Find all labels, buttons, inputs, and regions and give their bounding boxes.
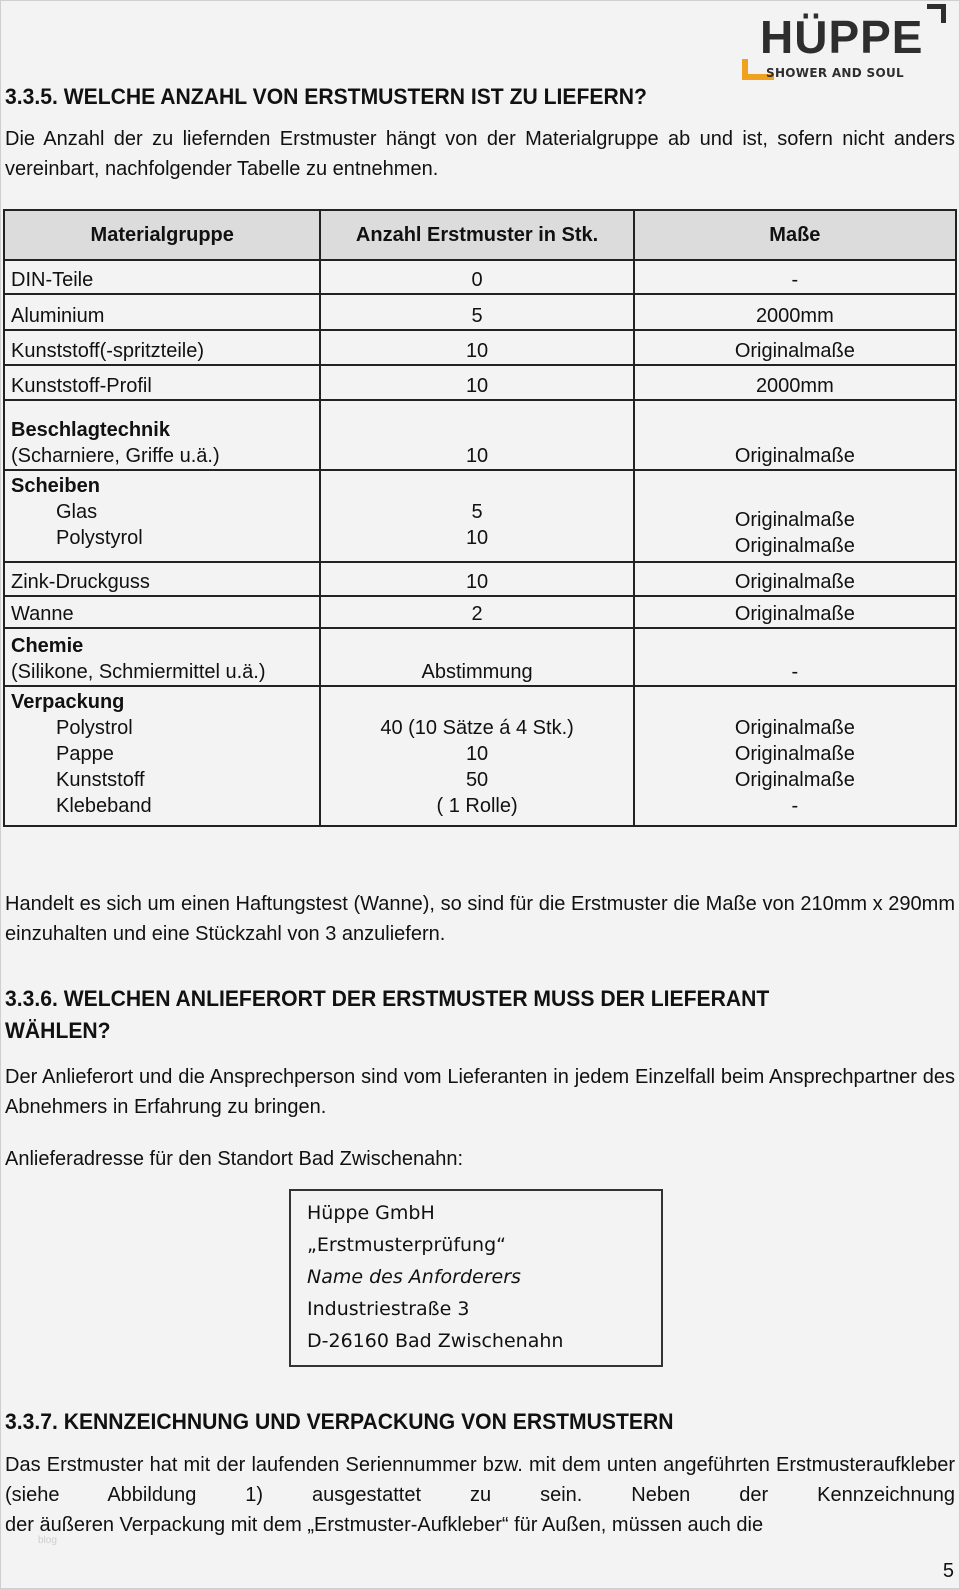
- group-subtitle: (Scharniere, Griffe u.ä.): [11, 445, 220, 467]
- cell-count: 10: [320, 330, 633, 365]
- cell-count: Abstimmung: [320, 628, 633, 686]
- item-size: -: [791, 795, 799, 817]
- cell-group: [4, 686, 320, 826]
- cell-size: 2000mm: [634, 294, 956, 330]
- item-count: 40 (10 Sätze á 4 Stk.): [380, 717, 574, 739]
- header-masse: Maße: [634, 210, 956, 260]
- cell-group: Kunststoff(-spritzteile): [4, 330, 320, 365]
- item-size: Originalmaße: [734, 769, 855, 791]
- item-count: ( 1 Rolle): [436, 795, 518, 817]
- item-name: Polystyrol: [56, 527, 143, 549]
- heading-3-3-7: 3.3.7. KENNZEICHNUNG UND VERPACKUNG VON ERSTMUSTERN: [5, 1409, 674, 1434]
- group-title: Scheiben: [11, 475, 100, 497]
- address-street: Industriestraße 3: [307, 1298, 470, 1320]
- address-department: „Erstmusterprüfung“: [307, 1234, 506, 1256]
- kennzeichnung-paragraph-last: der äußeren Verpackung mit dem „Erstmuster-Aufkleber“ für Außen, müssen auch die: [5, 1514, 764, 1536]
- table-row: [4, 628, 956, 686]
- table-row: [4, 330, 956, 365]
- kennzeichnung-paragraph: Das Erstmuster hat mit der laufenden Seriennummer bzw. mit dem unten angeführten Erstmusteraufkleber (siehe Abbildung 1) ausgestattet zu sein. Neben der Kennzeichnung: [5, 1454, 955, 1506]
- item-count: 10: [465, 743, 489, 765]
- header-materialgruppe: Materialgruppe: [4, 210, 320, 260]
- cell-group: [4, 400, 320, 470]
- cell-count: 0: [320, 260, 633, 294]
- cell-count: 10: [320, 400, 633, 470]
- cell-group: Aluminium: [4, 294, 320, 330]
- logo-brand: HÜPPE: [760, 11, 924, 63]
- heading-3-3-6-line2: WÄHLEN?: [5, 1018, 111, 1043]
- cell-group: Wanne: [4, 596, 320, 628]
- cell-count: 10: [320, 562, 633, 596]
- cell-count: [320, 686, 633, 826]
- item-count: 5: [471, 501, 483, 523]
- haftungstest-paragraph: Handelt es sich um einen Haftungstest (Wanne), so sind für die Erstmuster die Maße von 210mm x 290mm einzuhalten und eine Stückzahl von 3 anzuliefern.: [5, 893, 955, 945]
- item-count: 50: [465, 769, 489, 791]
- cell-count: [320, 470, 633, 562]
- table-row: [4, 365, 956, 400]
- cell-size: Originalmaße: [634, 330, 956, 365]
- address-requester: Name des Anforderers: [307, 1266, 521, 1288]
- table-row: [4, 294, 956, 330]
- address-company: Hüppe GmbH: [307, 1202, 435, 1224]
- cell-size: Originalmaße: [634, 596, 956, 628]
- item-size: Originalmaße: [734, 717, 855, 739]
- item-name: Kunststoff: [56, 769, 145, 791]
- cell-size: -: [634, 260, 956, 294]
- cell-size: -: [634, 628, 956, 686]
- group-title: Verpackung: [11, 691, 125, 713]
- item-name: Pappe: [56, 743, 114, 765]
- table-row: [4, 470, 956, 562]
- logo-corner-mark-icon: [927, 4, 946, 23]
- cell-size: [634, 686, 956, 826]
- cell-count: 2: [320, 596, 633, 628]
- cell-group: [4, 470, 320, 562]
- item-name: Klebeband: [56, 795, 152, 817]
- huppe-logo: [742, 4, 952, 82]
- page-number: 5: [942, 1560, 954, 1582]
- address-city: D-26160 Bad Zwischenahn: [307, 1330, 564, 1352]
- cell-group: Kunststoff-Profil: [4, 365, 320, 400]
- logo-tagline: SHOWER AND SOUL: [766, 66, 904, 80]
- watermark: blog: [38, 1535, 57, 1546]
- cell-group: Zink-Druckguss: [4, 562, 320, 596]
- group-title: Beschlagtechnik: [11, 419, 170, 441]
- table-row: [4, 260, 956, 294]
- table-header-row: [4, 210, 956, 260]
- cell-size: Originalmaße: [634, 400, 956, 470]
- cell-size: [634, 470, 956, 562]
- anlieferort-paragraph: Der Anlieferort und die Ansprechperson sind vom Lieferanten in jedem Einzelfall beim Ansprechpartner des Abnehmers in Erfahrung zu bringen.: [5, 1066, 955, 1118]
- table-row: [4, 400, 956, 470]
- item-count: 10: [465, 527, 489, 549]
- heading-3-3-6-line1: 3.3.6. WELCHEN ANLIEFERORT DER ERSTMUSTER MUSS DER LIEFERANT: [5, 986, 770, 1011]
- header-anzahl: Anzahl Erstmuster in Stk.: [320, 210, 633, 260]
- item-size: Originalmaße: [734, 743, 855, 765]
- table-row: [4, 596, 956, 628]
- cell-count: 5: [320, 294, 633, 330]
- cell-count: 10: [320, 365, 633, 400]
- item-name: Glas: [56, 501, 98, 523]
- table-row: [4, 686, 956, 826]
- cell-group: DIN-Teile: [4, 260, 320, 294]
- address-intro: Anlieferadresse für den Standort Bad Zwischenahn:: [5, 1148, 464, 1170]
- item-size: Originalmaße: [734, 535, 855, 557]
- group-title: Chemie: [11, 635, 84, 657]
- group-subtitle: (Silikone, Schmiermittel u.ä.): [11, 661, 266, 683]
- cell-size: Originalmaße: [634, 562, 956, 596]
- intro-paragraph: Die Anzahl der zu liefernden Erstmuster hängt von der Materialgruppe ab und ist, sofern nicht anders vereinbart, nachfolgender Tabelle zu entnehmen.: [5, 128, 955, 180]
- material-table: [3, 209, 957, 827]
- heading-3-3-5: 3.3.5. WELCHE ANZAHL VON ERSTMUSTERN IST ZU LIEFERN?: [5, 84, 647, 109]
- table-row: [4, 562, 956, 596]
- cell-size: 2000mm: [634, 365, 956, 400]
- item-size: Originalmaße: [734, 509, 855, 531]
- cell-group: [4, 628, 320, 686]
- delivery-address-box: [289, 1189, 663, 1367]
- item-name: Polystrol: [56, 717, 133, 739]
